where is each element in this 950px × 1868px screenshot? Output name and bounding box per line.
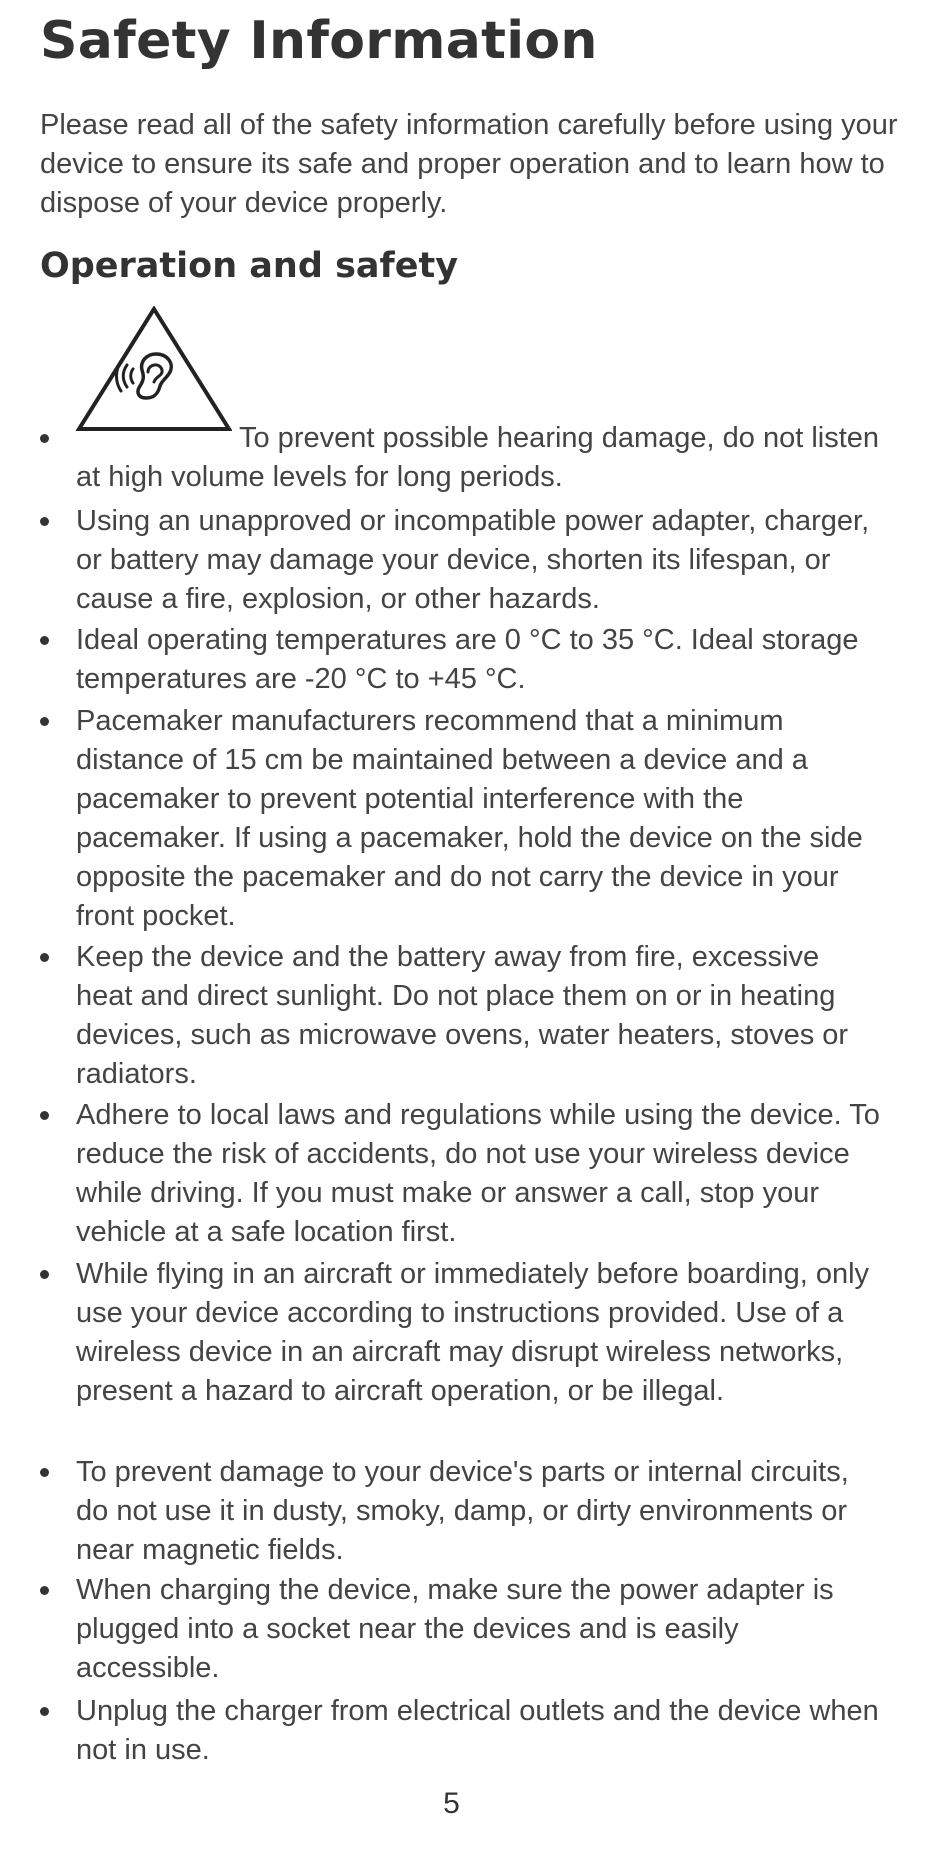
bullet-icon (40, 953, 49, 962)
list-item-text: Pacemaker manufacturers recommend that a minimum distance of 15 cm be maintained between a device and a pacemaker to prevent potential interference with the pacemaker. If using a pacemaker, hold the device on the side opposite the pacemaker and do not carry the device in your front pocket. (76, 705, 863, 932)
list-item-text: Unplug the charger from electrical outlets and the device when not in use. (76, 1695, 879, 1766)
list-item (76, 702, 882, 936)
list-item-text: Adhere to local laws and regulations while using the device. To reduce the risk of accidents, do not use your wireless device while driving. If you must make or answer a call, stop your vehicle at a safe location first. (76, 1099, 880, 1248)
bullet-icon (40, 1586, 49, 1595)
list-item-text: Keep the device and the battery away from fire, excessive heat and direct sunlight. Do not place them on or in heating devices, such as microwave ovens, water heaters, stoves or radiators. (76, 941, 849, 1090)
intro-paragraph: Please read all of the safety information carefully before using your device to ensure its safe and proper operation and to learn how to dispose of your device properly. (40, 109, 898, 219)
bullet-icon (40, 636, 49, 645)
page-number: 5 (443, 1787, 460, 1820)
list-item (76, 419, 882, 497)
bullet-icon (40, 1707, 49, 1716)
list-item-text: Ideal operating temperatures are 0 °C to 35 °C. Ideal storage temperatures are -20 °C to +45 °C. (76, 624, 859, 695)
bullet-icon (40, 1270, 49, 1279)
list-item-text: To prevent damage to your device's parts or internal circuits, do not use it in dusty, smoky, damp, or dirty environments or near magnetic fields. (76, 1456, 849, 1566)
list-item-text: While flying in an aircraft or immediately before boarding, only use your device according to instructions provided. Use of a wireless device in an aircraft may disrupt wireless networks, present a hazard to aircraft operation, or be illegal. (76, 1258, 870, 1407)
list-item-text: To prevent possible hearing damage, do not listen at high volume levels for long periods. (76, 422, 880, 493)
list-item (76, 502, 882, 619)
list-item (76, 1255, 882, 1411)
page-title: Safety Information (40, 11, 598, 71)
list-item (76, 1571, 882, 1688)
bullet-icon (40, 517, 49, 526)
bullet-icon (40, 1468, 49, 1477)
hearing-warning-icon (76, 306, 232, 432)
list-item (76, 621, 882, 699)
list-item (76, 1096, 882, 1252)
list-item-text: Using an unapproved or incompatible power adapter, charger, or battery may damage your device, shorten its lifespan, or cause a fire, explosion, or other hazards. (76, 505, 870, 615)
bullet-icon (40, 434, 49, 443)
bullet-icon (40, 717, 49, 726)
section-heading: Operation and safety (40, 246, 459, 286)
list-item (76, 1453, 882, 1570)
list-item (76, 1692, 882, 1770)
list-item (76, 938, 882, 1094)
list-item-text: When charging the device, make sure the power adapter is plugged into a socket near the devices and is easily accessible. (76, 1574, 834, 1684)
bullet-icon (40, 1111, 49, 1120)
